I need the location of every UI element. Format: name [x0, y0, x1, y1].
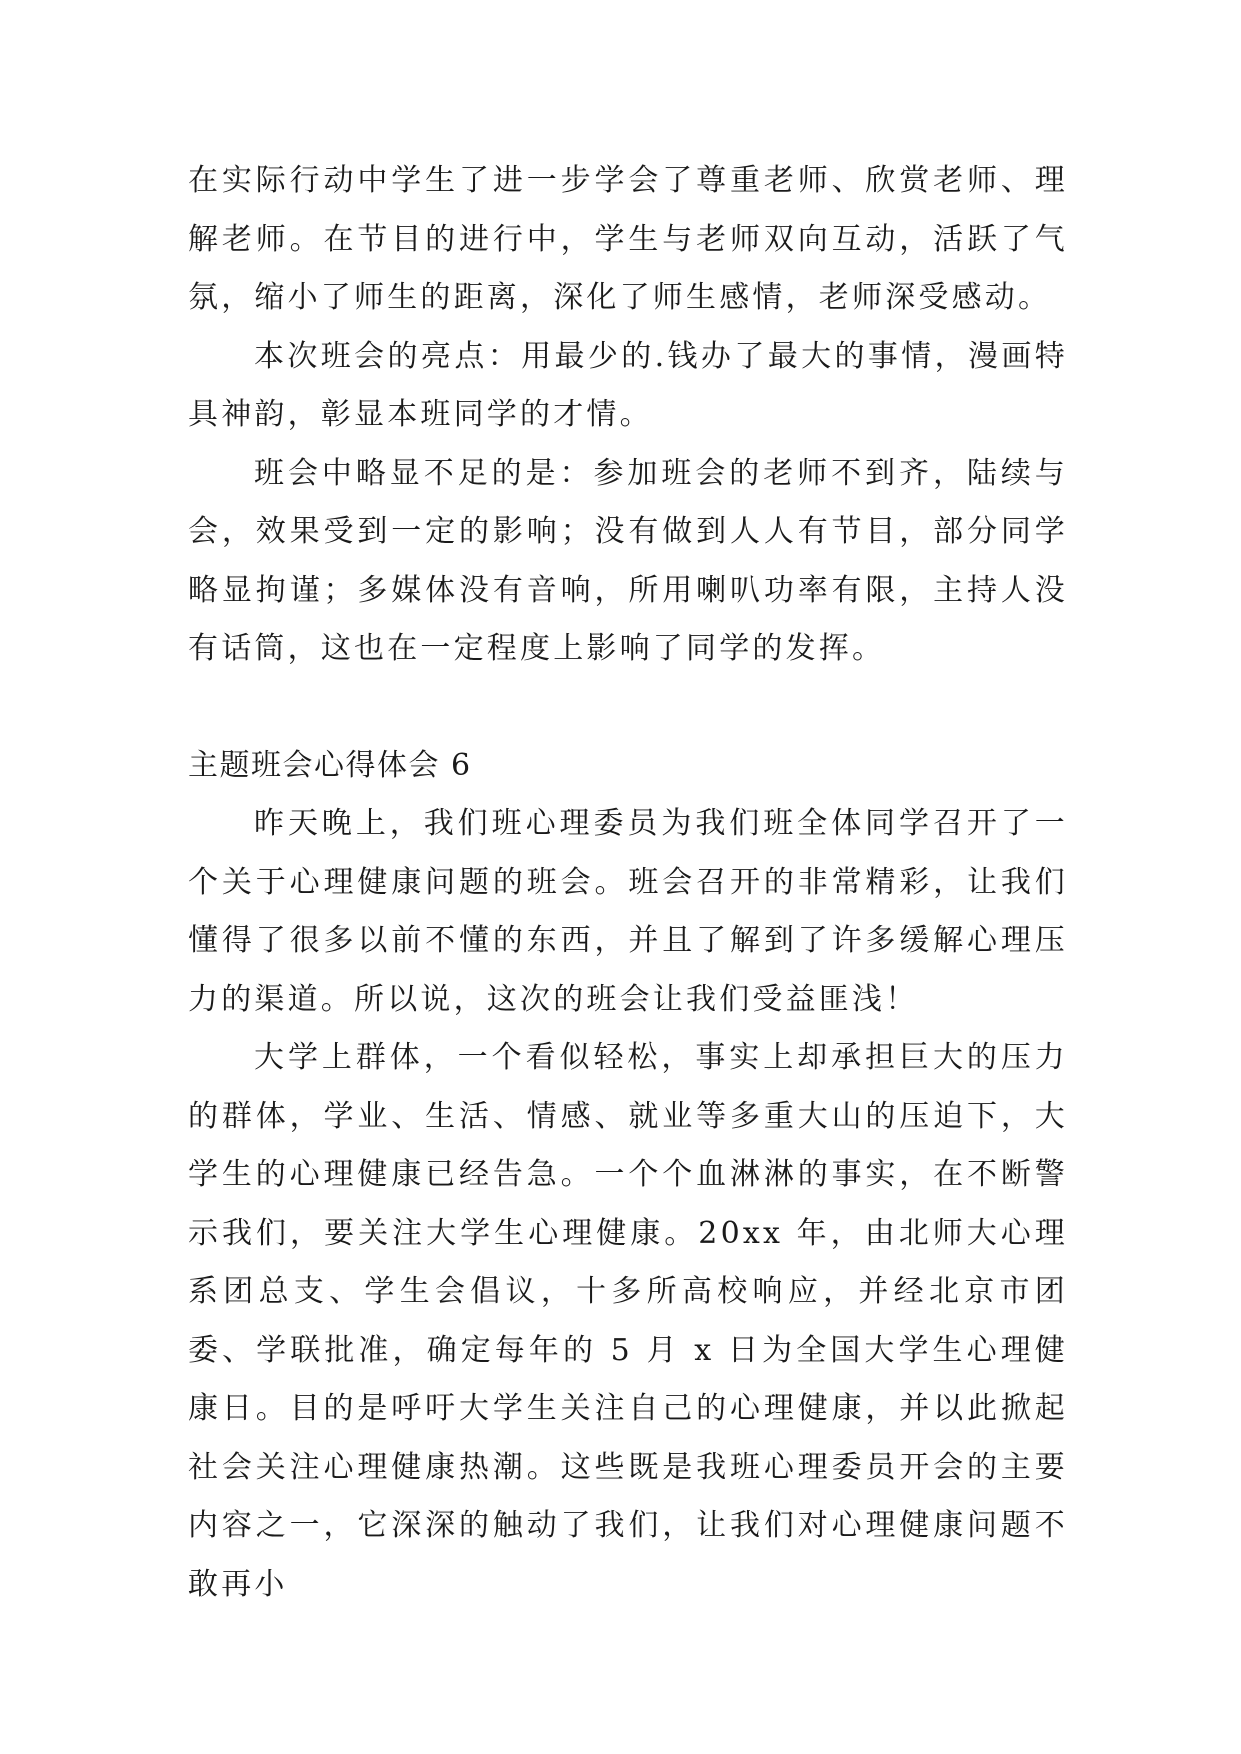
- paragraph-mental-health: 大学上群体，一个看似轻松，事实上却承担巨大的压力的群体，学业、生活、情感、就业等多重大山的压迫下，大学生的心理健康已经告急。一个个血淋淋的事实，在不断警示我们，要关注大学生心理健康。20xx 年，由北师大心理系团总支、学生会倡议，十多所高校响应，并经北京市团委、学联批准，确定每年的 5 月 x 日为全国大学生心理健康日。目的是呼吁大学生关注自己的心理健康，并以此掀起社会关注心理健康热潮。这些既是我班心理委员开会的主要内容之一，它深深的触动了我们，让我们对心理健康问题不敢再小: [188, 1040, 1068, 1602]
- paragraph-intro: 昨天晚上，我们班心理委员为我们班全体同学召开了一个关于心理健康问题的班会。班会召开的非常精彩，让我们懂得了很多以前不懂的东西，并且了解到了许多缓解心理压力的渠道。所以说，这次的班会让我们受益匪浅！: [188, 806, 1068, 1017]
- paragraph-shortcomings: 班会中略显不足的是：参加班会的老师不到齐，陆续与会，效果受到一定的影响；没有做到人人有节目，部分同学略显拘谨；多媒体没有音响，所用喇叭功率有限，主持人没有话筒，这也在一定程度上影响了同学的发挥。: [188, 455, 1068, 666]
- section-spacer: [188, 679, 1068, 737]
- paragraph-continuation: 在实际行动中学生了进一步学会了尊重老师、欣赏老师、理解老师。在节目的进行中，学生与老师双向互动，活跃了气氛，缩小了师生的距离，深化了师生感情，老师深受感动。: [188, 163, 1068, 315]
- paragraph-highlights: 本次班会的亮点：用最少的.钱办了最大的事情，漫画特具神韵，彰显本班同学的才情。: [188, 338, 1068, 432]
- section-heading: 主题班会心得体会 6: [188, 747, 472, 783]
- document-body: [188, 152, 1068, 1614]
